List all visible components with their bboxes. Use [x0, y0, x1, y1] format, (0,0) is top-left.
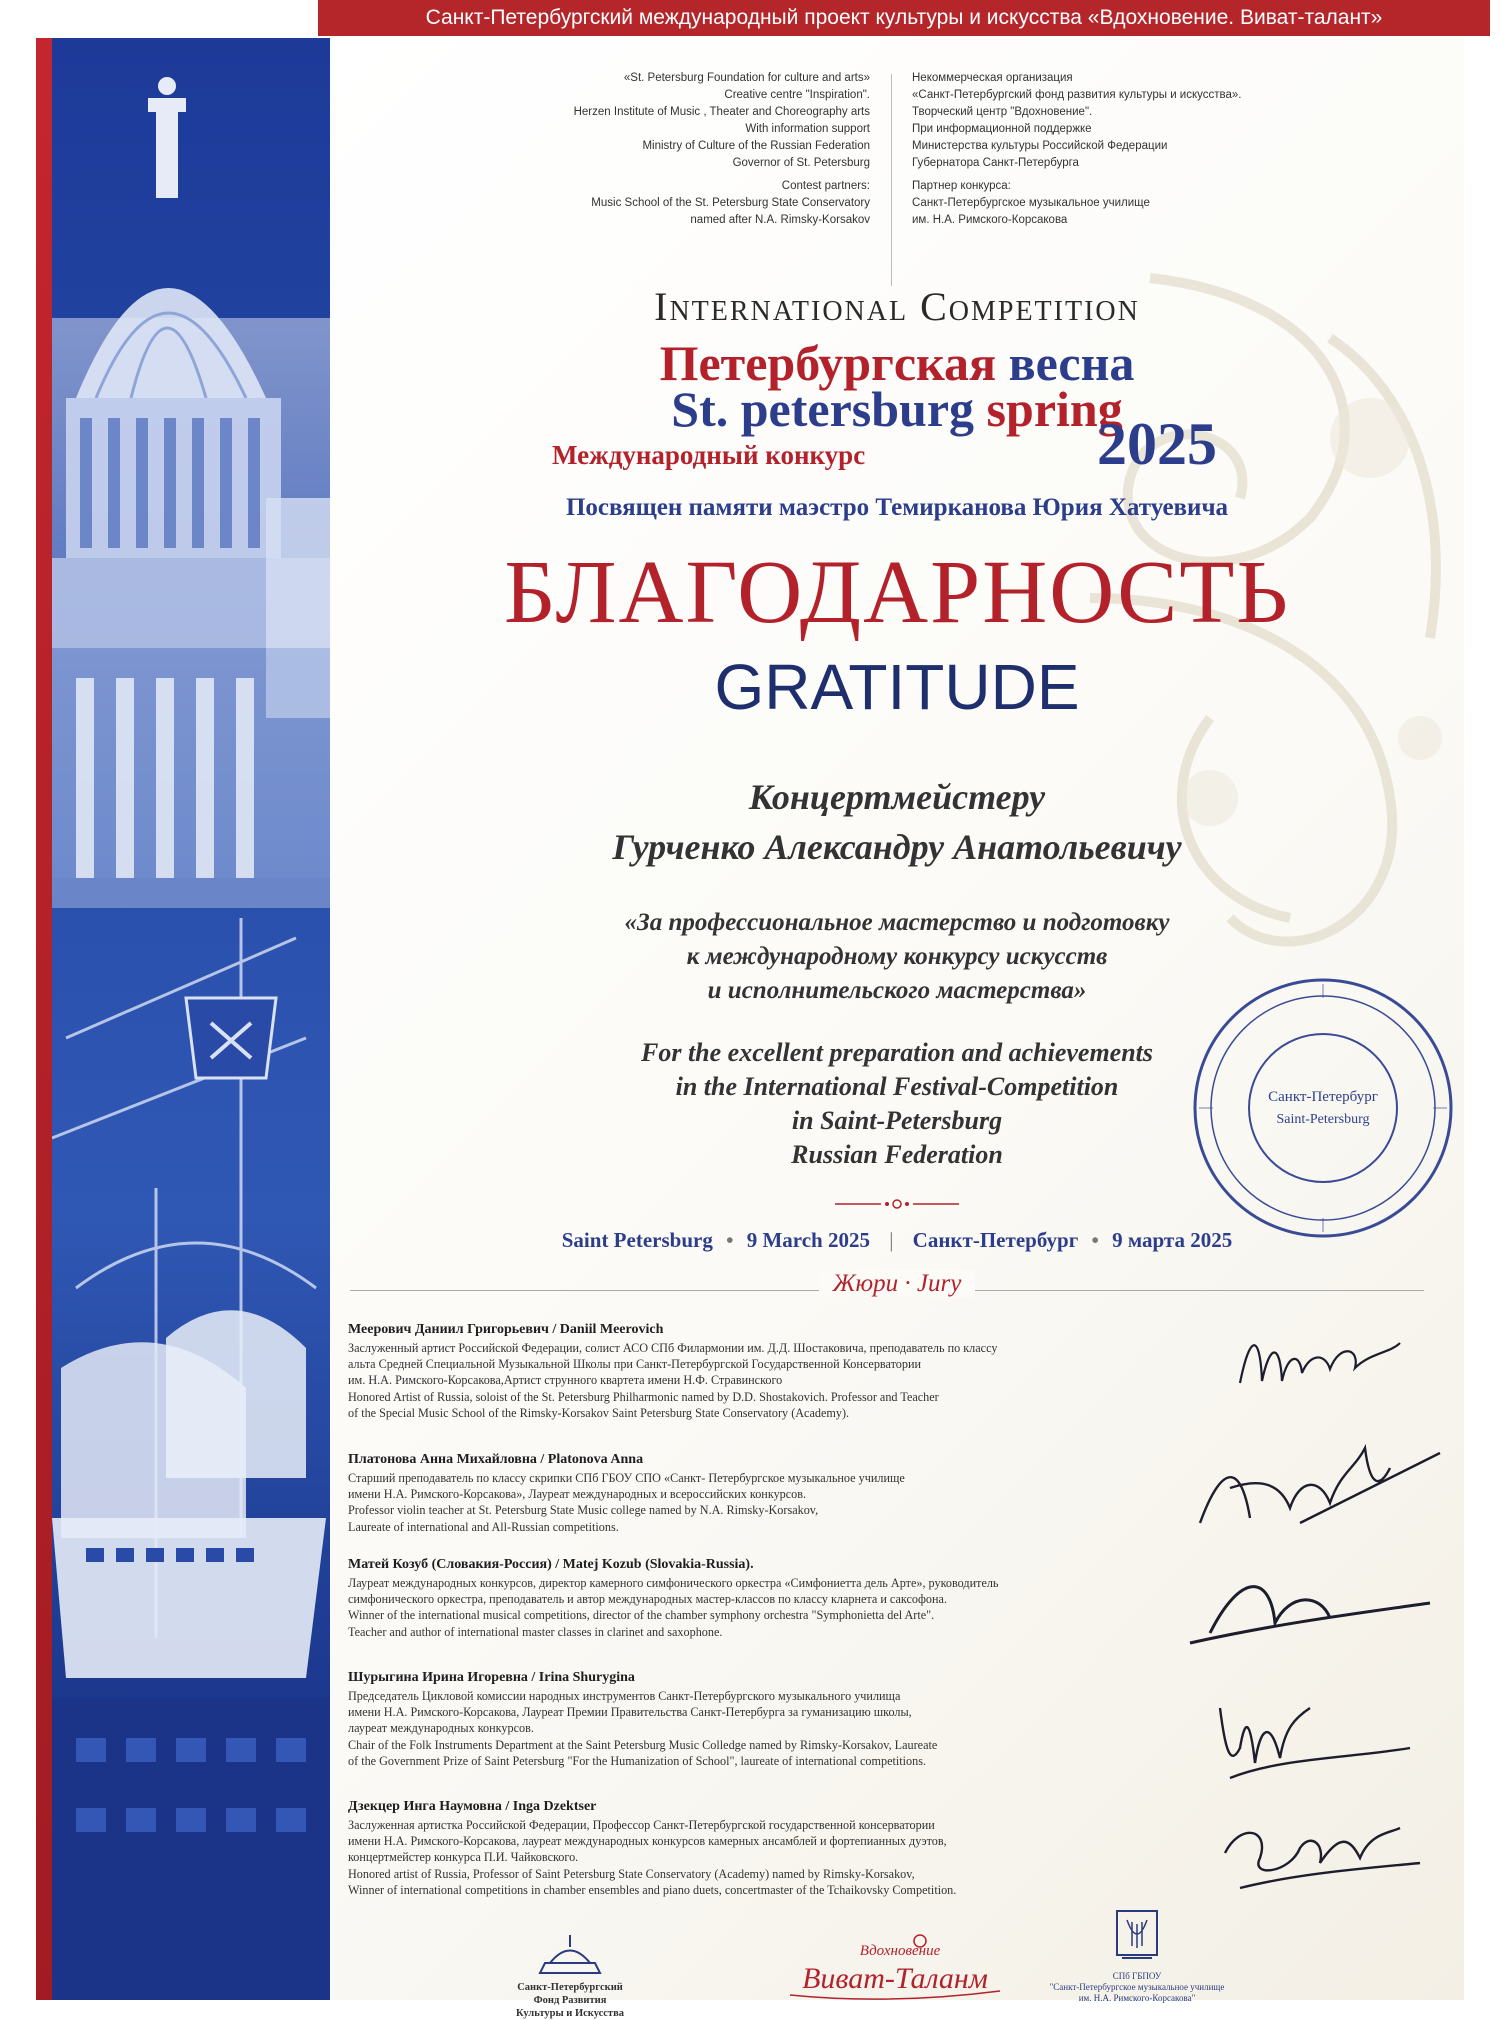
signature-platonova — [1180, 1428, 1450, 1538]
jury-member-name: Матей Козуб (Словакия-Россия) / Matej Kozub (Slovakia-Russia). — [348, 1557, 754, 1572]
dedication: Посвящен памяти маэстро Темирканова Юрия Хатуевича — [565, 494, 1229, 521]
jury-member-name: Платонова Анна Михайловна / Platonova Anna — [348, 1452, 644, 1467]
jury-member-bio: им. Н.А. Римского-Корсакова,Артист струнного квартета имени Н.Ф. Стравинского — [348, 1373, 783, 1388]
recipient-name: Гурченко Александру Анатольевичу — [612, 827, 1182, 867]
organizers-ru — [912, 70, 1412, 229]
jury-member-bio: Chair of the Folk Instruments Department at the Saint Petersburg Music Colledge named by Rimsky-Korsakov, Laureate — [348, 1737, 938, 1752]
jury-member-bio: Заслуженный артист Российской Федерации, солист АСО СПб Филармонии им. Д.Д. Шостаковича, преподаватель по классу — [348, 1341, 998, 1355]
support-line: Губернатора Санкт-Петербурга — [912, 157, 1079, 169]
college-logo-line: им. Н.А. Римского-Корсакова" — [1078, 1993, 1196, 2003]
jury-member-bio: Winner of the international musical competitions, director of the chamber symphony orchestra "Symphonietta del Arte". — [348, 1608, 935, 1623]
date-separator: | — [889, 1228, 894, 1252]
inspiration-logo-mark — [770, 1933, 1010, 2003]
organizer-line: Creative centre "Inspiration". — [724, 89, 870, 101]
recipient-role: Концертмейстеру — [748, 777, 1046, 817]
name-ru-part2: весна — [1008, 335, 1135, 391]
reason-ru-line: к международному конкурсу искусств — [686, 943, 1108, 970]
inspiration-logo — [770, 1933, 1010, 2003]
jury-heading-text: Жюри · Jury — [819, 1270, 976, 1297]
jury-heading — [330, 1270, 1464, 1298]
organizer-line: «Санкт-Петербургский фонд развития культуры и искусства». — [912, 89, 1242, 101]
jury-member-bio: Laureate of international and All-Russian competitions. — [348, 1519, 619, 1534]
jury-member — [348, 1555, 1218, 1640]
reason-ru-line: и исполнительского мастерства» — [707, 977, 1087, 1004]
award-title-ru: БЛАГОДАРНОСТЬ — [504, 543, 1290, 642]
foundation-logo-line: Фонд Развития — [533, 1995, 607, 2006]
recipient — [330, 772, 1464, 872]
organizer-line: Некоммерческая организация — [912, 72, 1073, 84]
jury-member-name: Шурыгина Ирина Игоревна / Irina Shurygina — [348, 1670, 635, 1685]
jury-member-bio: альта Средней Специальной Музыкальной Школы при Санкт-Петербургской Государственной Консерватории — [348, 1357, 921, 1372]
date-bullet: • — [726, 1228, 734, 1252]
jury-member-bio: Председатель Цикловой комиссии народных инструментов Санкт-Петербургского музыкального училища — [348, 1689, 901, 1703]
name-en-part2: spring — [986, 381, 1123, 437]
organization-stamp — [1188, 973, 1458, 1243]
signature-shurygina — [1200, 1688, 1420, 1788]
jury-member-bio: Professor violin teacher at St. Petersburg State Music college named by N.A. Rimsky-Korsakov, — [348, 1503, 819, 1518]
stamp-center-ru: Санкт-Петербург — [1268, 1089, 1378, 1105]
partner-line: Санкт-Петербургское музыкальное училище — [912, 197, 1150, 209]
reason-en-line: in the International Festival-Competition — [675, 1072, 1119, 1101]
jury-member — [348, 1320, 1218, 1421]
partners-label: Партнер конкурса: — [912, 180, 1011, 192]
foundation-emblem-icon — [535, 1933, 605, 1977]
stamp-center-en: Saint-Petersburg — [1276, 1112, 1370, 1127]
jury-member-bio: Старший преподаватель по классу скрипки СПб ГБОУ СПО «Санкт- Петербургское музыкальное училище — [348, 1471, 905, 1485]
jury-member-name: Дзекцер Инга Наумовна / Inga Dzektser — [348, 1799, 597, 1814]
name-ru-part1: Петербургская — [659, 335, 997, 391]
top-bar — [0, 0, 1500, 38]
signature-kozub — [1180, 1563, 1440, 1653]
certificate-card — [330, 38, 1464, 2019]
support-label: При информационной поддержке — [912, 123, 1092, 135]
jury-member-bio: симфонического оркестра, преподаватель и автор международных мастер-классов по классу кларнета и саксофона. — [348, 1592, 947, 1607]
reason-en-line: Russian Federation — [791, 1140, 1003, 1169]
competition-year: 2025 — [1097, 411, 1217, 477]
name-en-part1: St. petersburg — [671, 381, 975, 437]
left-red-strip — [36, 38, 52, 2000]
organizers-en — [330, 70, 870, 229]
jury-member-bio: имени Н.А. Римского-Корсакова, лауреат международных конкурсов камерных ансамблей и фортепианных дуэтов, — [348, 1834, 947, 1849]
inspiration-logo-line2: Виват-Таланм — [802, 1962, 988, 1995]
jury-member-bio: of the Special Music School of the Rimsky-Korsakov Saint Petersburg State Conservatory (Academy). — [348, 1405, 850, 1420]
cathedral-ship-illustration — [36, 38, 330, 2000]
partners-label: Contest partners: — [781, 180, 870, 192]
city-ru: Санкт-Петербург — [912, 1228, 1079, 1252]
city-en: Saint Petersburg — [561, 1228, 713, 1252]
jury-member — [348, 1668, 1218, 1769]
jury-member-bio: имени Н.А. Римского-Корсакова, Лауреат Премии Правительства Санкт-Петербурга за гуманизацию школы, — [348, 1705, 912, 1720]
ornament-divider — [835, 1197, 959, 1211]
jury-member-bio: Teacher and author of international master classes in clarinet and saxophone. — [348, 1624, 723, 1639]
college-logo-abbr: СПб ГБПОУ — [1112, 1971, 1162, 1981]
reason-ru-line: «За профессиональное мастерство и подготовку — [624, 909, 1170, 936]
competition-subtitle-ru: Международный конкурс — [552, 440, 866, 470]
foundation-logo-line: Санкт-Петербургский — [517, 1982, 623, 1993]
inspiration-logo-line1: Вдохновение — [859, 1943, 941, 1959]
jury-member-bio: лауреат международных конкурсов. — [348, 1721, 534, 1736]
jury-member-bio: Honored Artist of Russia, soloist of the St. Petersburg Philharmonic named by D.D. Shostakovich. Professor and Teacher — [348, 1389, 939, 1404]
partner-line: Music School of the St. Petersburg State Conservatory — [591, 197, 870, 209]
organizer-line: Herzen Institute of Music , Theater and Choreography arts — [573, 106, 870, 118]
organizer-line: Творческий центр "Вдохновение". — [912, 106, 1093, 118]
jury-member-bio: Лауреат международных конкурсов, директор камерного симфонического оркестра «Симфониетта дель Арте», руководитель — [348, 1576, 999, 1590]
signature-meerovich — [1230, 1323, 1410, 1403]
jury-member-bio: концертмейстер конкурса П.И. Чайковского. — [348, 1850, 579, 1865]
reason-en-line: For the excellent preparation and achievements — [640, 1038, 1154, 1067]
jury-member-bio: Honored artist of Russia, Professor of Saint Petersburg State Conservatory (Academy) named by Rimsky-Korsakov, — [348, 1866, 915, 1881]
international-competition-heading: International Competition — [654, 284, 1140, 329]
organizers-divider — [891, 74, 892, 286]
award-title-en: GRATITUDE — [714, 651, 1080, 723]
competition-name-en — [330, 380, 1464, 438]
jury-member-name: Меерович Даниил Григорьевич / Daniil Meerovich — [348, 1322, 664, 1337]
college-logo-line: "Санкт-Петербургское музыкальное училище — [1049, 1982, 1225, 1992]
date-bullet: • — [1091, 1228, 1099, 1252]
jury-member-bio: of the Government Prize of Saint Petersburg "For the Humanization of School", laureate of international competitions. — [348, 1753, 926, 1768]
jury-member — [348, 1450, 1218, 1535]
signature-dzektser — [1200, 1803, 1430, 1898]
music-college-logo — [982, 1908, 1292, 2004]
foundation-logo-line: Культуры и Искусства — [515, 2008, 625, 2019]
support-label: With information support — [745, 123, 870, 135]
partner-line: им. Н.А. Римского-Корсакова — [912, 214, 1068, 226]
date-en: 9 March 2025 — [746, 1228, 870, 1252]
jury-member — [348, 1797, 1218, 1898]
jury-member-bio: Заслуженная артистка Российской Федерации, Профессор Санкт-Петербургской государственной консерватории — [348, 1818, 935, 1832]
lyre-emblem-icon — [1112, 1908, 1162, 1968]
reason-en-line: in Saint-Petersburg — [791, 1106, 1003, 1135]
top-banner: Санкт-Петербургский международный проект культуры и искусства «Вдохновение. Виват-талант» — [318, 0, 1490, 36]
partner-line: named after N.A. Rimsky-Korsakov — [690, 214, 870, 226]
organizer-line: «St. Petersburg Foundation for culture and arts» — [623, 72, 870, 84]
foundation-logo — [480, 1933, 660, 2020]
date-ru: 9 марта 2025 — [1112, 1228, 1233, 1252]
jury-member-bio: Winner of international competitions in chamber ensembles and piano duets, concertmaster of the Tchaikovsky Competition. — [348, 1882, 957, 1897]
left-decorative-panel — [36, 38, 330, 2000]
jury-member-bio: имени Н.А. Римского-Корсакова», Лауреат международных и всероссийских конкурсов. — [348, 1487, 807, 1502]
support-line: Governor of St. Petersburg — [732, 157, 870, 169]
support-line: Ministry of Culture of the Russian Federation — [642, 140, 870, 152]
support-line: Министерства культуры Российской Федерации — [912, 140, 1168, 152]
